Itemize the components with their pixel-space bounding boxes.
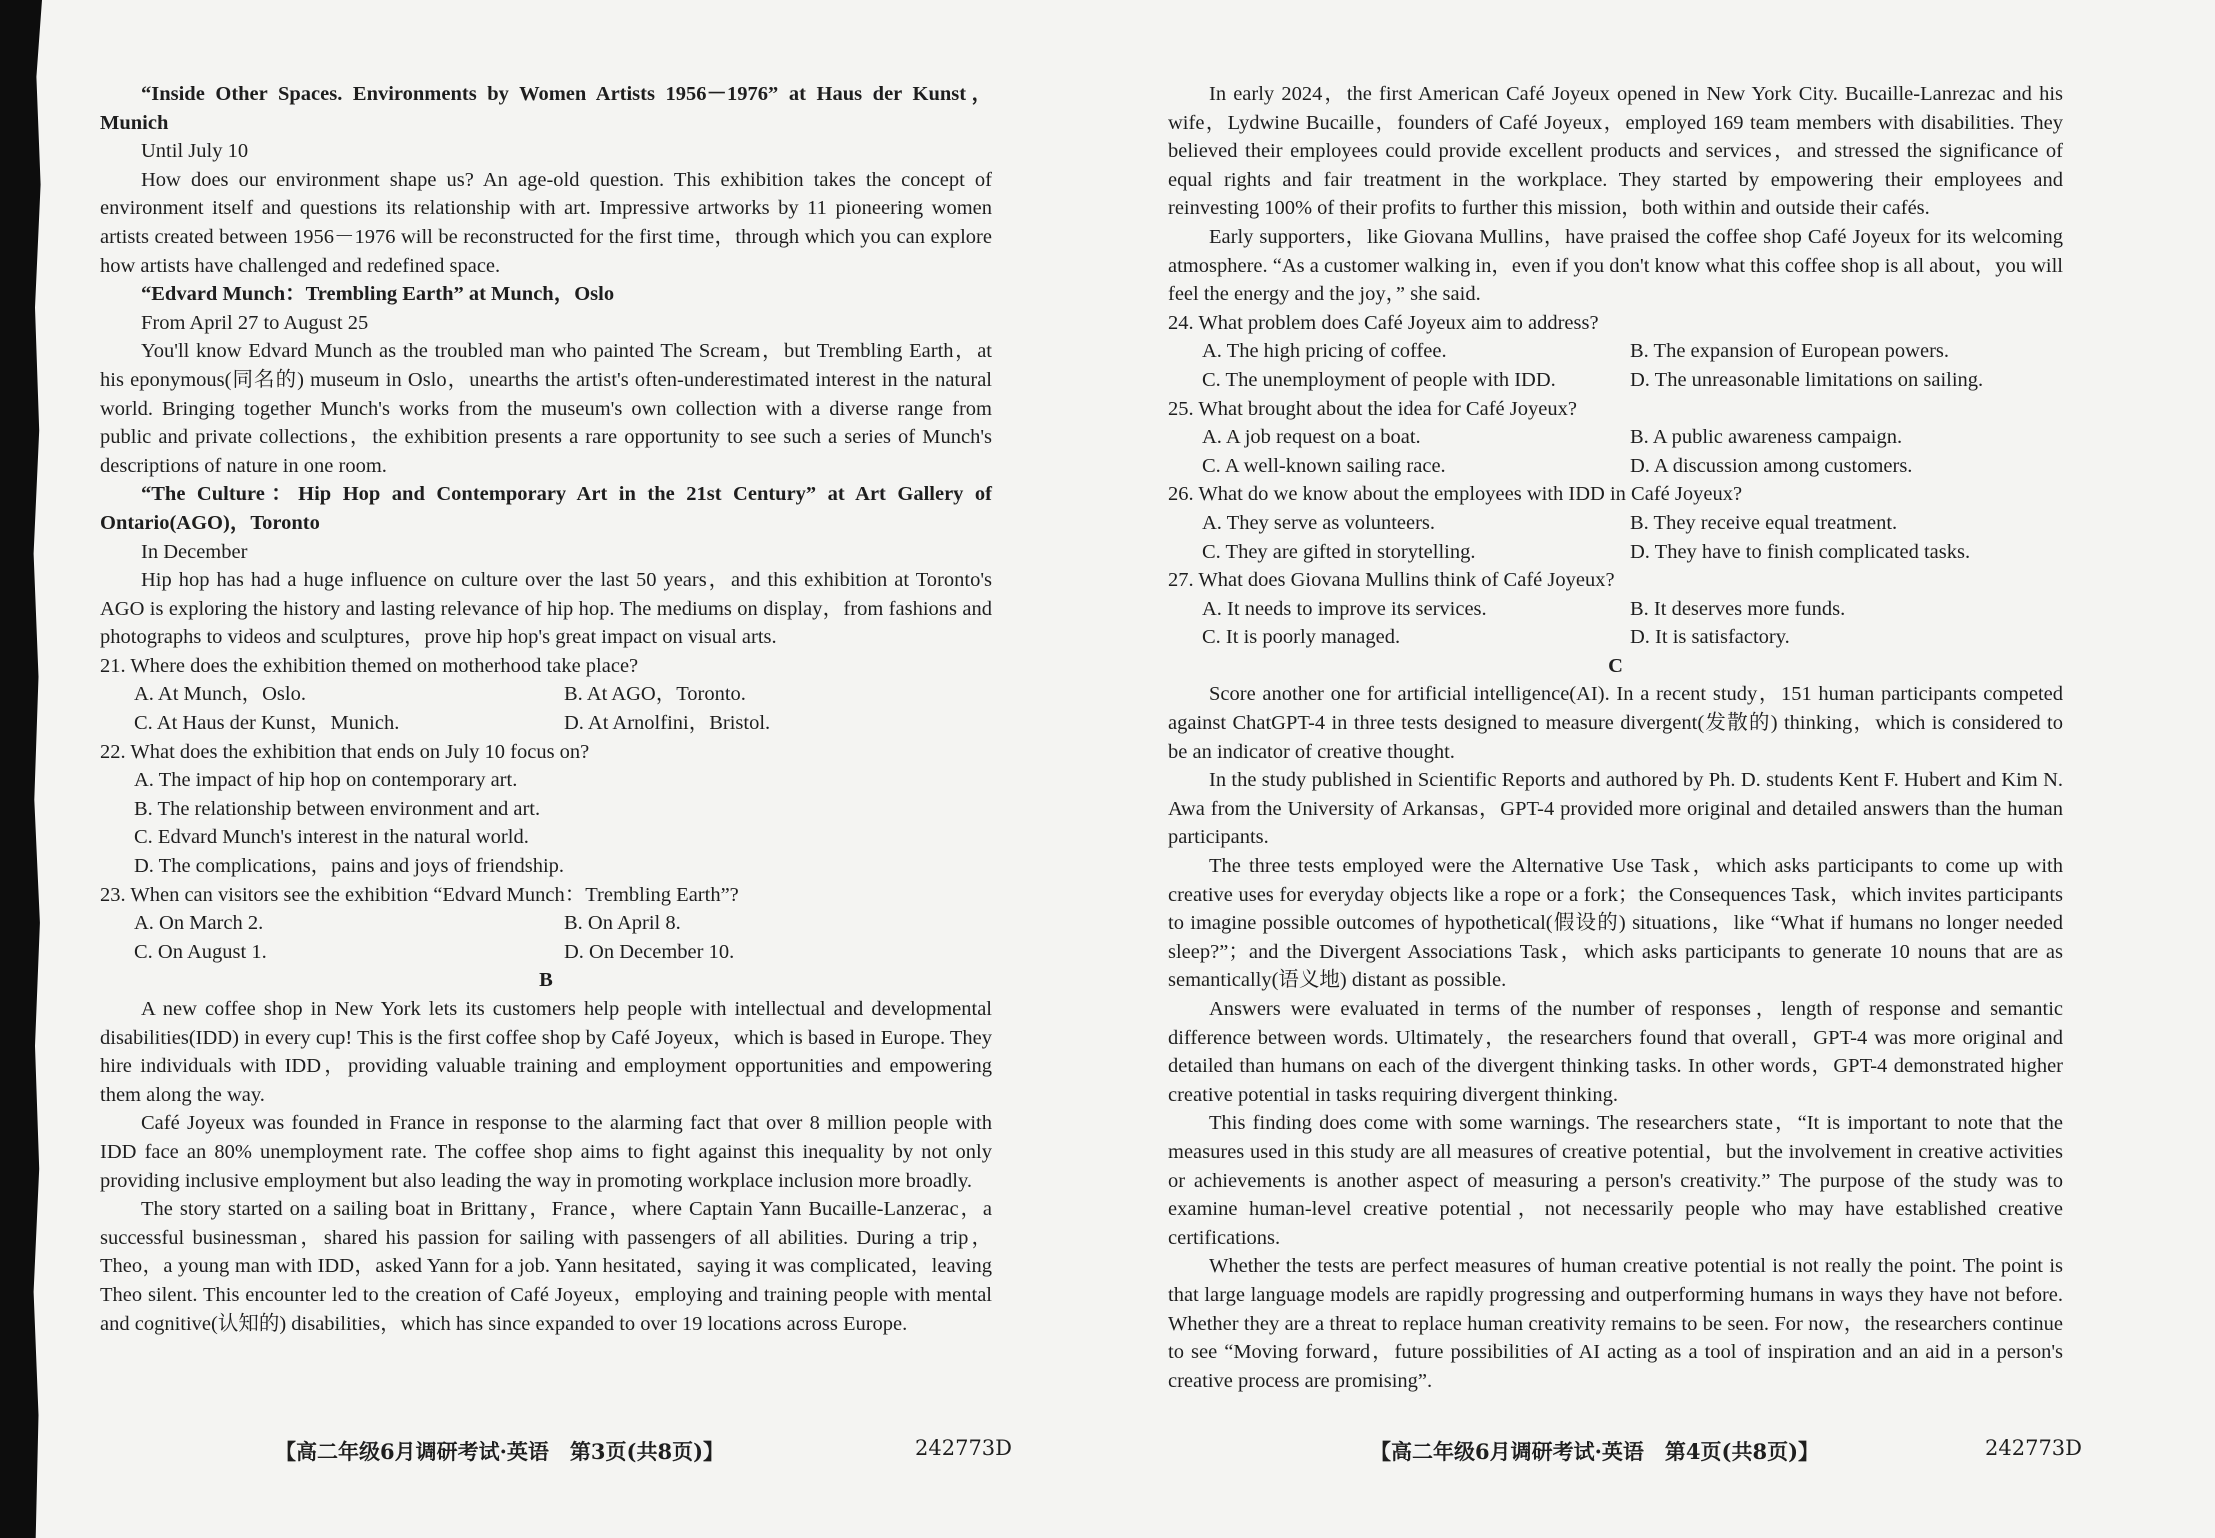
options-27 [1168,595,2063,652]
paragraph: Café Joyeux was founded in France in response to the alarming fact that over 8 million people with IDD face an 80% unemployment rate. The coffee shop aims to fight against this inequality by not only providing inclusive employment but also leading the way in promoting workplace inclusion more broadly. [100,1112,992,1192]
paragraph: Hip hop has had a huge influence on culture over the last 50 years，and this exhibition at Toronto's AGO is exploring the history and lasting relevance of hip hop. The mediums on display，from fashions and photographs to videos and sculptures，prove hip hop's great impact on visual arts. [100,569,992,649]
paragraph: Early supporters，like Giovana Mullins，have praised the coffee shop Café Joyeux for its welcoming atmosphere. “As a customer walking in，even if you don't know what this coffee shop is all about，you will feel the energy and the joy，” she said. [1168,225,2063,306]
option-d: D. At Arnolfini，Bristol. [564,712,771,735]
footer-title: 【高二年级6月调研考试·英语 第4页(共8页)】 [1370,1439,1820,1464]
option-b: B. At AGO，Toronto. [564,683,746,706]
option-a: A. The impact of hip hop on contemporary art. [134,769,518,792]
question-22: 22. What does the exhibition that ends on July 10 focus on? [100,740,590,763]
exhibition-date: Until July 10 [141,140,249,163]
left-page [100,80,992,1338]
paragraph: How does our environment shape us? An age-old question. This exhibition takes the concept of environment itself and questions its relationship with art. Impressive artworks by 11 pioneering women artists created between 1956－1976 will be reconstructed for the first time，through which you can explore how artists have challenged and redefined space. [100,168,992,277]
option-d: D. The complications，pains and joys of friendship. [134,855,565,878]
option-d: D. It is satisfactory. [1630,626,1790,649]
option-c: C. They are gifted in storytelling. [1202,540,1476,563]
right-page [1168,80,2063,1395]
question-24: 24. What problem does Café Joyeux aim to address? [1168,311,1599,334]
page-footer-left [275,1436,1015,1466]
option-c: C. It is poorly managed. [1202,626,1401,649]
section-b-label: B [539,969,553,992]
exhibition-heading: “Edvard Munch：Trembling Earth” at Munch，Oslo [141,283,615,306]
exhibition-heading: “Inside Other Spaces. Environments by Women Artists 1956－1976” at Haus der Kunst，Munich [100,83,992,134]
option-b: B. The expansion of European powers. [1630,340,1950,363]
paragraph: In the study published in Scientific Reports and authored by Ph. D. students Kent F. Hubert and Kim N. Awa from the University of Arkansas，GPT-4 provided more original and detailed answers than the human participants. [1168,769,2063,849]
option-a: A. On March 2. [134,912,264,935]
paragraph: Whether the tests are perfect measures of human creative potential is not really the point. The point is that large language models are rapidly progressing and outperforming humans in ways they have not before. Whether they are a threat to replace human creativity remains to be seen. For now，the researchers continue to see “Moving forward，future possibilities of AI acting as a tool of inspiration and an aid in a person's creative process are promising”. [1168,1255,2063,1392]
option-d: D. They have to finish complicated tasks. [1630,540,1971,563]
paragraph: Score another one for artificial intelligence(AI). In a recent study，151 human participants competed against ChatGPT-4 in three tests designed to measure divergent(发散的) thinking，which is considered to be an indicator of creative thought. [1168,683,2063,763]
option-a: A. A job request on a boat. [1202,426,1421,449]
question-23: 23. When can visitors see the exhibition “Edvard Munch：Trembling Earth”? [100,883,739,906]
option-c: C. The unemployment of people with IDD. [1202,368,1556,391]
options-23 [100,909,992,966]
options-26 [1168,509,2063,566]
option-b: B. The relationship between environment and art. [134,797,541,820]
paragraph: The story started on a sailing boat in Brittany，France，where Captain Yann Bucaille-Lanzerac，a successful businessman，shared his passion for sailing with passengers of all abilities. During a trip，Theo，a young man with IDD，asked Yann for a job. Yann hesitated，saying it was complicated，leaving Theo silent. This encounter led to the creation of Café Joyeux，employing and training people with mental and cognitive(认知的) disabilities，which has since expanded to over 19 locations across Europe. [100,1198,992,1335]
option-d: D. The unreasonable limitations on sailing. [1630,368,1984,391]
paragraph: The three tests employed were the Alternative Use Task，which asks participants to come up with creative uses for everyday objects like a rope or a fork；the Consequences Task，which invites participants to imagine possible outcomes of hypothetical(假设的) situations，like “What if humans no longer needed sleep?”；and the Divergent Associations Task，which asks participants to generate 10 nouns that are as semantically(语义地) distant as possible. [1168,855,2063,992]
option-b: B. They receive equal treatment. [1630,511,1898,534]
question-27: 27. What does Giovana Mullins think of Café Joyeux? [1168,569,1615,592]
option-b: B. On April 8. [564,912,681,935]
footer-title: 【高二年级6月调研考试·英语 第3页(共8页)】 [275,1439,725,1464]
paragraph: In early 2024，the first American Café Joyeux opened in New York City. Bucaille-Lanrezac and his wife，Lydwine Bucaille，founders of Café Joyeux，employed 169 team members with disabilities. They believed their employees could provide excellent products and services，and stressed the significance of equal rights and fair treatment in the workplace. They started by empowering their employees and reinvesting 100% of their profits to further this mission，both within and outside their cafés. [1168,83,2063,220]
option-a: A. They serve as volunteers. [1202,511,1436,534]
option-c: C. On August 1. [134,940,267,963]
option-b: B. It deserves more funds. [1630,597,1846,620]
exam-code: 242773D [915,1436,1013,1460]
paragraph: Answers were evaluated in terms of the number of responses，length of response and semantic difference between words. Ultimately，the researchers found that overall，GPT-4 was more original and detailed than humans on each of the divergent thinking tasks. In other words，GPT-4 demonstrated higher creative potential in tasks requiring divergent thinking. [1168,998,2063,1106]
paragraph: You'll know Edvard Munch as the troubled man who painted The Scream，but Trembling Earth，at his eponymous(同名的) museum in Oslo，unearths the artist's often-underestimated interest in the natural world. Bringing together Munch's works from the museum's own collection with a diverse range from public and private collections，the exhibition presents a rare opportunity to see such a series of Munch's descriptions of nature in one room. [100,340,992,477]
option-d: D. On December 10. [564,940,735,963]
torn-page-edge [0,0,70,1538]
exhibition-date: In December [141,540,248,563]
page-footer-right [1370,1436,2090,1466]
question-26: 26. What do we know about the employees with IDD in Café Joyeux? [1168,483,1743,506]
option-c: C. At Haus der Kunst，Munich. [134,712,400,735]
exhibition-date: From April 27 to August 25 [141,311,369,334]
question-21: 21. Where does the exhibition themed on motherhood take place? [100,654,639,677]
options-22 [100,766,992,880]
option-a: A. It needs to improve its services. [1202,597,1487,620]
options-21 [100,680,992,737]
option-c: C. Edvard Munch's interest in the natural world. [134,826,529,849]
exam-code: 242773D [1985,1436,2083,1460]
paragraph: This finding does come with some warnings. The researchers state，“It is important to note that the measures used in this study are all measures of creative potential，but the involvement in creative activities or achievements is another aspect of measuring a person's creativity.” The purpose of the study was to examine human-level creative potential，not necessarily people who may have established creative certifications. [1168,1112,2063,1249]
section-c-label: C [1608,654,1623,677]
exhibition-heading: “The Culture：Hip Hop and Contemporary Art in the 21st Century” at Art Gallery of Ontario(AGO)，Toronto [100,483,992,534]
option-a: A. The high pricing of coffee. [1202,340,1447,363]
paragraph: A new coffee shop in New York lets its customers help people with intellectual and developmental disabilities(IDD) in every cup! This is the first coffee shop by Café Joyeux，which is based in Europe. They hire individuals with IDD，providing valuable training and employment opportunities and empowering them along the way. [100,998,992,1106]
option-a: A. At Munch，Oslo. [134,683,306,706]
question-25: 25. What brought about the idea for Café Joyeux? [1168,397,1577,420]
option-b: B. A public awareness campaign. [1630,426,1903,449]
option-c: C. A well-known sailing race. [1202,454,1446,477]
option-d: D. A discussion among customers. [1630,454,1913,477]
options-25 [1168,423,2063,480]
options-24 [1168,337,2063,394]
